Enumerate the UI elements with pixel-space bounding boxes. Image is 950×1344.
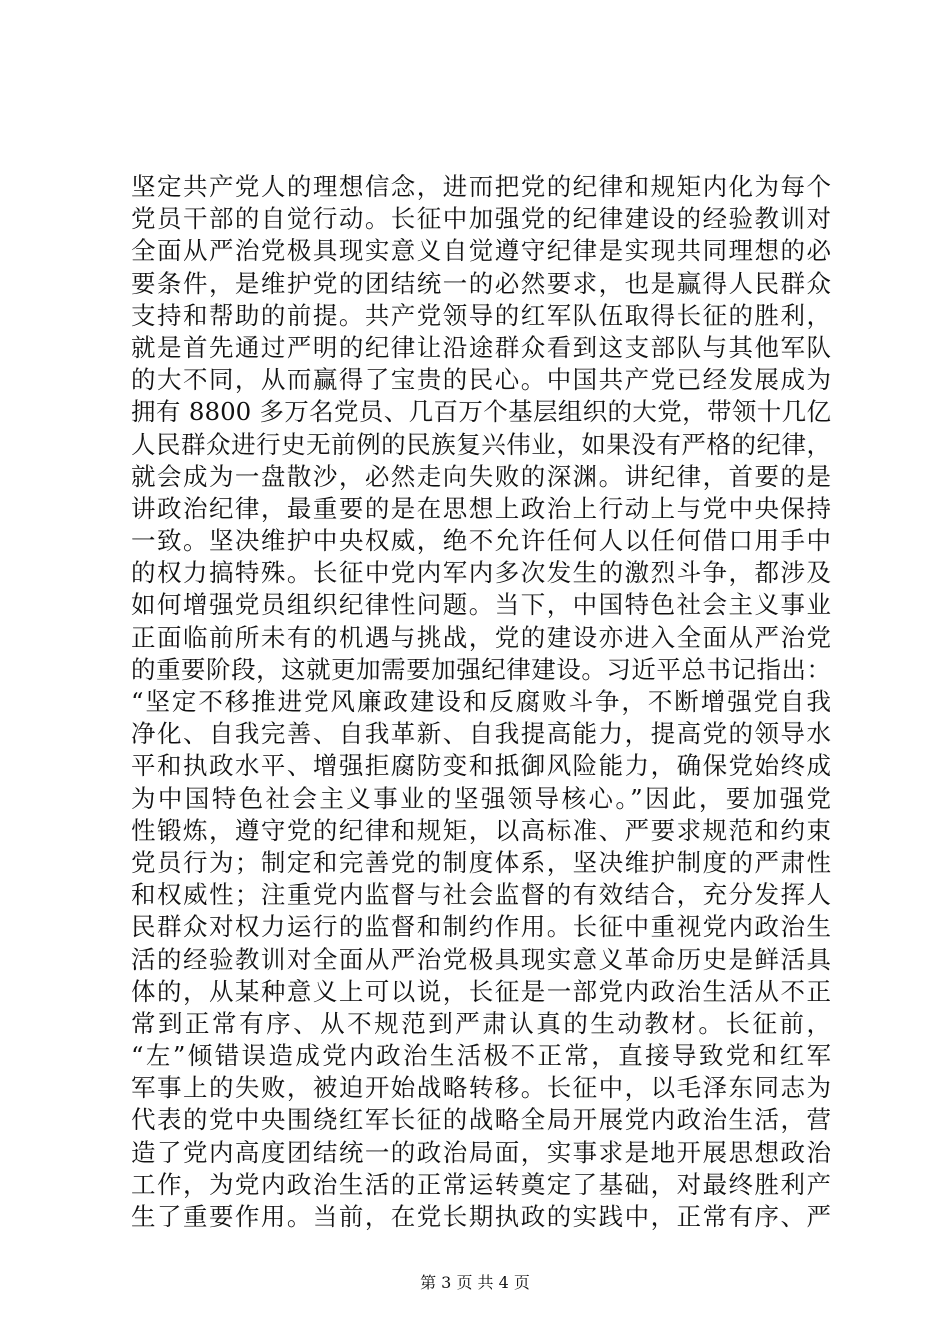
text-line: 造了党内高度团结统一的政治局面，实事求是地开展思想政治 [131,1137,831,1167]
text-line: 拥有 8800 多万名党员、几百万个基层组织的大党，带领十几亿 [131,397,831,427]
text-line: 代表的党中央围绕红军长征的战略全局开展党内政治生活，营 [131,1105,831,1135]
text-line: 就会成为一盘散沙，必然走向失败的深渊。讲纪律，首要的是 [131,461,831,491]
body-text [131,171,831,1233]
text-line: 为中国特色社会主义事业的坚强领导核心。”因此，要加强党 [131,783,831,813]
text-line: 的重要阶段，这就更加需要加强纪律建设。习近平总书记指出： [131,654,831,684]
text-line: 讲政治纪律，最重要的是在思想上政治上行动上与党中央保持 [131,493,831,523]
page-number: 第 3 页 共 4 页 [420,1273,530,1292]
text-line: 就是首先通过严明的纪律让沿途群众看到这支部队与其他军队 [131,332,831,362]
text-line: 工作，为党内政治生活的正常运转奠定了基础，对最终胜利产 [131,1169,831,1199]
text-line: 民群众对权力运行的监督和制约作用。长征中重视党内政治生 [131,912,831,942]
text-line: 和权威性；注重党内监督与社会监督的有效结合，充分发挥人 [131,880,831,910]
text-line: 要条件，是维护党的团结统一的必然要求，也是赢得人民群众 [131,268,831,298]
text-line: 全面从严治党极具现实意义自觉遵守纪律是实现共同理想的必 [131,236,831,266]
text-line: 人民群众进行史无前例的民族复兴伟业，如果没有严格的纪律， [131,429,831,459]
text-line: 坚定共产党人的理想信念，进而把党的纪律和规矩内化为每个 [131,172,831,201]
text-line: “左”倾错误造成党内政治生活极不正常，直接导致党和红军 [131,1041,831,1071]
text-line: 支持和帮助的前提。共产党领导的红军队伍取得长征的胜利， [131,300,831,330]
text-line: 的权力搞特殊。长征中党内军内多次发生的激烈斗争，都涉及 [131,558,831,588]
text-line: 性锻炼，遵守党的纪律和规矩，以高标准、严要求规范和约束 [131,815,831,845]
text-line: 生了重要作用。当前，在党长期执政的实践中，正常有序、严 [131,1202,831,1231]
text-line: 净化、自我完善、自我革新、自我提高能力，提高党的领导水 [131,719,831,749]
text-line: 的大不同，从而赢得了宝贵的民心。中国共产党已经发展成为 [131,365,831,395]
text-line: 活的经验教训对全面从严治党极具现实意义革命历史是鲜活具 [131,944,831,974]
page-footer [0,1272,950,1294]
text-line: 如何增强党员组织纪律性问题。当下，中国特色社会主义事业 [131,590,831,620]
text-line: 党员干部的自觉行动。长征中加强党的纪律建设的经验教训对 [131,204,831,234]
text-line: 正面临前所未有的机遇与挑战，党的建设亦进入全面从严治党 [131,622,831,652]
text-line: 平和执政水平、增强拒腐防变和抵御风险能力，确保党始终成 [131,751,831,781]
text-line: “坚定不移推进党风廉政建设和反腐败斗争，不断增强党自我 [131,687,831,716]
text-line: 军事上的失败，被迫开始战略转移。长征中，以毛泽东同志为 [131,1073,831,1103]
text-line: 党员行为；制定和完善党的制度体系，坚决维护制度的严肃性 [131,847,831,877]
text-line: 一致。坚决维护中央权威，绝不允许任何人以任何借口用手中 [131,526,831,556]
text-line: 体的，从某种意义上可以说，长征是一部党内政治生活从不正 [131,976,831,1006]
text-line: 常到正常有序、从不规范到严肃认真的生动教材。长征前， [131,1008,831,1038]
